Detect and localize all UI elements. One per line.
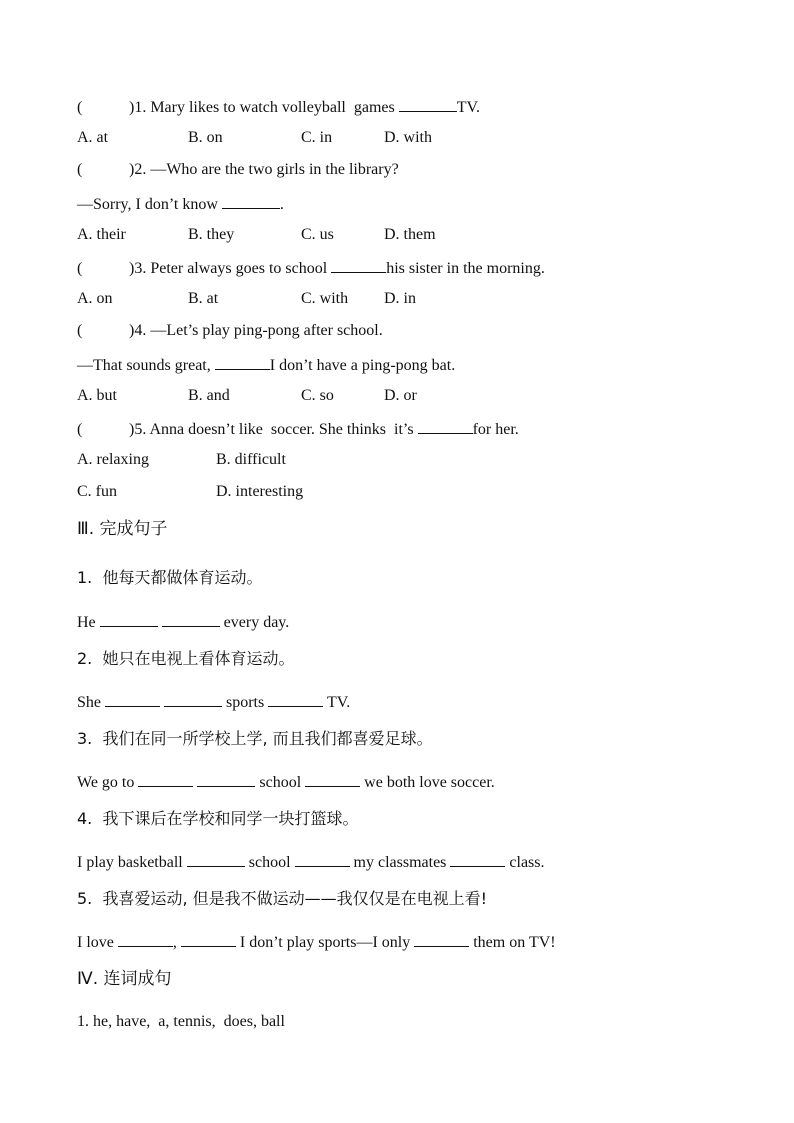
question-2: ( )2. —Who are the two girls in the library? [77, 161, 399, 178]
reorder-item-1: 1. he, have, a, tennis, does, ball [77, 1013, 285, 1030]
section-4-title: Ⅳ. 连词成句 [77, 969, 172, 989]
answer-blank[interactable] [100, 611, 158, 627]
question-1: ( )1. Mary likes to watch volleyball games TV. [77, 96, 480, 118]
section-3-title: Ⅲ. 完成句子 [77, 519, 168, 539]
option-a: A. at [77, 129, 109, 146]
answer-blank[interactable] [414, 931, 469, 947]
answer-blank[interactable] [118, 931, 173, 947]
prompt-4: 4. 我下课后在学校和同学一块打篮球。 [77, 809, 359, 828]
sentence-5: I love , I don’t play sports—I only them on TV! [77, 931, 556, 953]
option-b: B. they [188, 226, 235, 243]
answer-blank[interactable] [138, 771, 193, 787]
answer-blank[interactable] [305, 771, 360, 787]
sentence-3: We go to school we both love soccer. [77, 771, 495, 793]
option-a: A. on [77, 290, 113, 307]
sentence-4: I play basketball school my classmates class. [77, 851, 545, 873]
option-c: C. us [301, 226, 334, 243]
option-a: A. but [77, 387, 117, 404]
answer-blank[interactable] [164, 691, 222, 707]
option-d: D. interesting [216, 483, 304, 500]
question-4: ( )4. —Let’s play ping-pong after school. [77, 322, 383, 339]
question-2-response: —Sorry, I don’t know . [77, 193, 284, 215]
answer-blank[interactable] [418, 418, 473, 434]
prompt-2: 2. 她只在电视上看体育运动。 [77, 649, 295, 668]
answer-blank[interactable] [105, 691, 160, 707]
answer-blank[interactable] [399, 96, 457, 112]
option-c: C. in [301, 129, 333, 146]
option-b: B. and [188, 387, 230, 404]
option-a: A. their [77, 226, 126, 243]
sentence-2: She sports TV. [77, 691, 350, 713]
option-a: A. relaxing [77, 451, 149, 468]
option-c: C. with [301, 290, 349, 307]
answer-blank[interactable] [187, 851, 245, 867]
prompt-3: 3. 我们在同一所学校上学, 而且我们都喜爱足球。 [77, 729, 433, 748]
answer-blank[interactable] [162, 611, 220, 627]
answer-blank[interactable] [295, 851, 350, 867]
option-d: D. them [384, 226, 436, 243]
answer-blank[interactable] [181, 931, 236, 947]
answer-blank[interactable] [331, 257, 386, 273]
answer-blank[interactable] [197, 771, 255, 787]
option-b: B. on [188, 129, 223, 146]
question-4-response: —That sounds great, I don’t have a ping-pong bat. [77, 354, 455, 376]
option-d: D. in [384, 290, 416, 307]
answer-blank[interactable] [215, 354, 270, 370]
option-b: B. difficult [216, 451, 286, 468]
prompt-1: 1. 他每天都做体育运动。 [77, 568, 263, 587]
option-c: C. fun [77, 483, 117, 500]
answer-blank[interactable] [268, 691, 323, 707]
option-d: D. or [384, 387, 417, 404]
option-c: C. so [301, 387, 334, 404]
question-5: ( )5. Anna doesn’t like soccer. She thinks it’s for her. [77, 418, 519, 440]
option-b: B. at [188, 290, 219, 307]
answer-blank[interactable] [222, 193, 280, 209]
answer-blank[interactable] [450, 851, 505, 867]
prompt-5: 5. 我喜爱运动, 但是我不做运动——我仅仅是在电视上看! [77, 889, 488, 908]
question-3: ( )3. Peter always goes to school his sister in the morning. [77, 257, 545, 279]
option-d: D. with [384, 129, 432, 146]
sentence-1: He every day. [77, 611, 289, 633]
